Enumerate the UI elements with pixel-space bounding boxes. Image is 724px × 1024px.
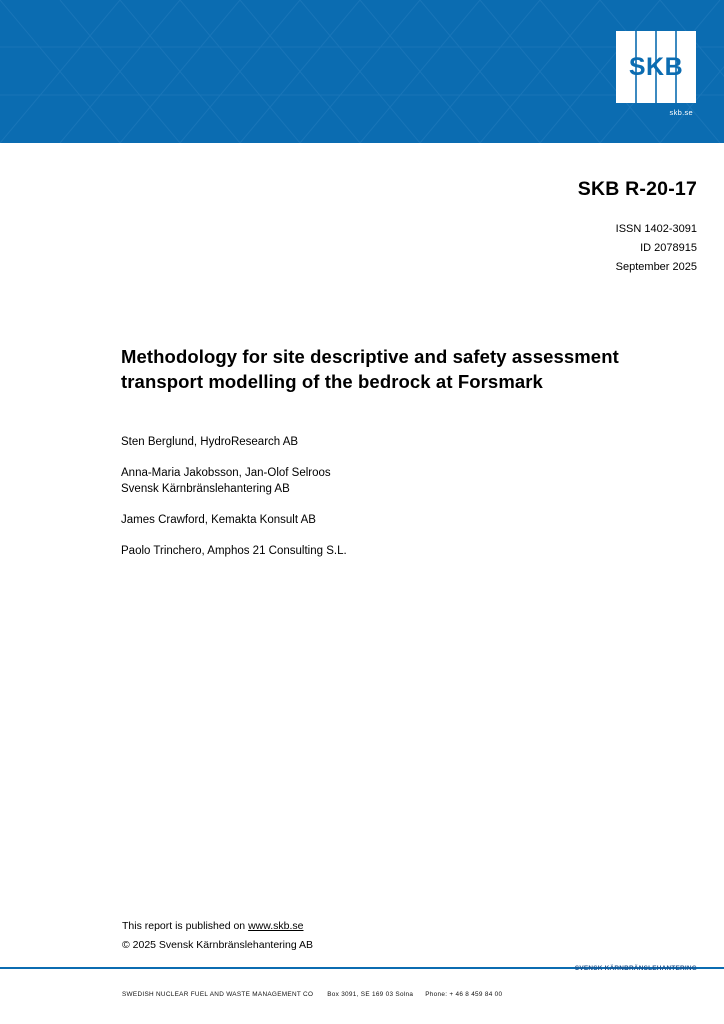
publish-prefix: This report is published on xyxy=(122,920,249,932)
publish-line xyxy=(122,917,313,936)
footer-contact xyxy=(122,991,502,998)
author-group xyxy=(121,465,641,497)
report-id: ID 2078915 xyxy=(640,242,697,254)
skb-website-link[interactable]: www.skb.se xyxy=(248,920,304,932)
footer-phone: Phone: + 46 8 459 84 00 xyxy=(425,991,503,998)
logo-stripes-icon xyxy=(616,31,696,103)
skb-logo xyxy=(616,31,696,103)
report-meta xyxy=(616,220,697,277)
skb-logo-url: skb.se xyxy=(669,108,693,117)
author-group xyxy=(121,543,641,559)
report-number: SKB R-20-17 xyxy=(577,178,697,200)
report-issn: ISSN 1402-3091 xyxy=(615,223,697,235)
author-line: Sten Berglund, HydroResearch AB xyxy=(121,436,299,448)
publish-info xyxy=(122,917,313,955)
author-line: Paolo Trinchero, Amphos 21 Consulting S.L. xyxy=(121,545,347,557)
report-date: September 2025 xyxy=(615,261,697,273)
skb-logo-text: SKB xyxy=(628,52,684,81)
footer-company: SWEDISH NUCLEAR FUEL AND WASTE MANAGEMENT CO xyxy=(122,991,314,998)
author-line: Anna-Maria Jakobsson, Jan-Olof Selroos xyxy=(121,467,331,479)
author-group xyxy=(121,512,641,528)
author-group xyxy=(121,434,641,450)
header-band xyxy=(0,0,724,143)
page-title: Methodology for site descriptive and safety assessment transport modelling of the bedrock at Forsmark xyxy=(121,346,619,392)
author-affiliation: Svensk Kärnbränslehantering AB xyxy=(121,483,290,495)
author-line: James Crawford, Kemakta Konsult AB xyxy=(121,514,316,526)
copyright-line: © 2025 Svensk Kärnbränslehantering AB xyxy=(122,939,314,951)
footer-org-label: SVENSK KÄRNBRÄNSLEHANTERING xyxy=(574,965,697,972)
author-list xyxy=(121,434,641,559)
footer-address: Box 3091, SE 169 03 Solna xyxy=(327,991,414,998)
